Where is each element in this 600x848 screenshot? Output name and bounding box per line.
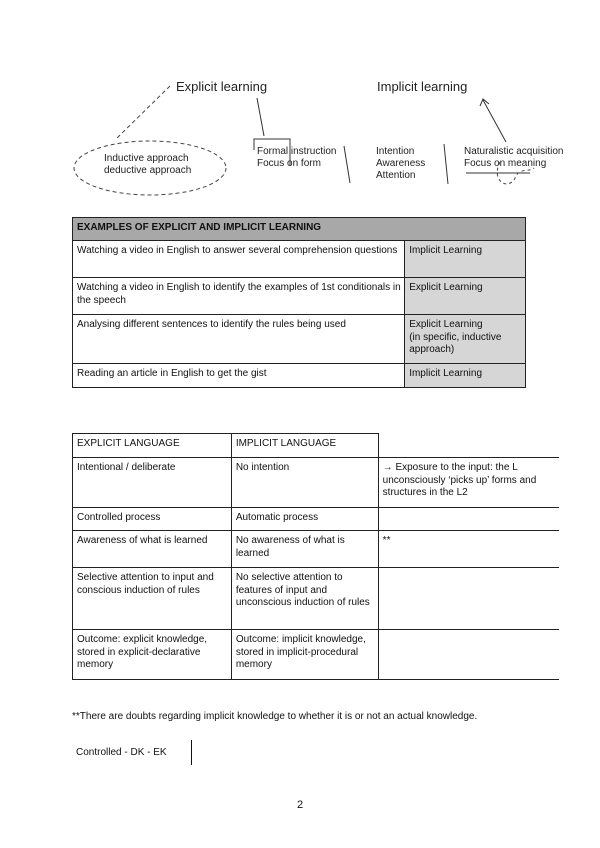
vertical-bar — [191, 740, 192, 765]
implicit-cell: No selective attention to features of input and unconscious induction of rules — [231, 568, 378, 630]
explicit-cell: Outcome: explicit knowledge, stored in explicit-declarative memory — [73, 630, 232, 680]
empty-header-cell — [378, 434, 559, 458]
examples-table-title: EXAMPLES OF EXPLICIT AND IMPLICIT LEARNING — [73, 218, 526, 241]
extra-note-cell: → Exposure to the input: the L unconsciously ‘picks up’ forms and structures in the L2 — [378, 458, 559, 508]
intention-label: Intention — [376, 146, 415, 157]
explicit-cell: Awareness of what is learned — [73, 531, 232, 568]
learning-type-cell: Implicit Learning — [405, 364, 526, 388]
explicit-cell: Selective attention to input and conscious induction of rules — [73, 568, 232, 630]
footnote: **There are doubts regarding implicit knowledge to whether it is or not an actual knowledge. — [72, 711, 478, 722]
explicit-cell: Intentional / deliberate — [73, 458, 232, 508]
learning-type-cell: Implicit Learning — [405, 241, 526, 278]
awareness-label: Awareness — [376, 158, 426, 169]
extra-note-cell — [378, 568, 559, 630]
page-number: 2 — [296, 799, 304, 811]
language-table-header-row — [73, 434, 560, 458]
naturalistic-line-2: Focus on meaning — [464, 158, 547, 169]
implicit-cell: Outcome: implicit knowledge, stored in implicit-procedural memory — [231, 630, 378, 680]
explicit-language-header: EXPLICIT LANGUAGE — [73, 434, 232, 458]
implicit-cell: Automatic process — [231, 508, 378, 531]
language-comparison-table — [72, 433, 559, 680]
examples-table — [72, 217, 526, 388]
implicit-language-header: IMPLICIT LANGUAGE — [231, 434, 378, 458]
implicit-cell: No awareness of what is learned — [231, 531, 378, 568]
activity-cell: Watching a video in English to identify the examples of 1st conditionals in the speech — [73, 278, 405, 315]
learning-type-cell — [405, 315, 526, 364]
table-row — [73, 315, 526, 364]
implicit-cell: No intention — [231, 458, 378, 508]
extra-note-cell: ** — [378, 531, 559, 568]
activity-cell: Reading an article in English to get the gist — [73, 364, 405, 388]
table-row — [73, 508, 560, 531]
table-row — [73, 630, 560, 680]
examples-table-header-row — [73, 218, 526, 241]
learning-type-cell: Explicit Learning — [405, 278, 526, 315]
oval-line-2: deductive approach — [104, 165, 192, 176]
formal-line-2: Focus on form — [257, 158, 321, 169]
table-row — [73, 241, 526, 278]
controlled-note: Controlled - DK - EK — [76, 747, 167, 758]
connector-naturalistic — [483, 100, 506, 142]
divider-2 — [444, 144, 448, 184]
table-row — [73, 458, 560, 508]
extra-note-cell — [378, 508, 559, 531]
divider-1 — [344, 146, 350, 183]
activity-cell: Watching a video in English to answer several comprehension questions — [73, 241, 405, 278]
explicit-cell: Controlled process — [73, 508, 232, 531]
learning-diagram-lines — [0, 0, 600, 200]
activity-cell: Analysing different sentences to identify the rules being used — [73, 315, 405, 364]
naturalistic-line-1: Naturalistic acquisition — [464, 146, 564, 157]
table-row — [73, 568, 560, 630]
table-row — [73, 531, 560, 568]
oval-line-1: Inductive approach — [104, 153, 189, 164]
learning-type-note: (in specific, inductive approach) — [409, 331, 502, 355]
formal-line-1: Formal instruction — [257, 146, 337, 157]
attention-label: Attention — [376, 170, 416, 181]
implicit-learning-heading: Implicit learning — [377, 79, 468, 94]
learning-type-label: Explicit Learning — [409, 319, 483, 330]
table-row — [73, 364, 526, 388]
explicit-learning-heading: Explicit learning — [176, 79, 268, 94]
dashed-connector-explicit — [116, 86, 170, 139]
extra-note-cell — [378, 630, 559, 680]
connector-formal — [257, 98, 264, 136]
table-row — [73, 278, 526, 315]
